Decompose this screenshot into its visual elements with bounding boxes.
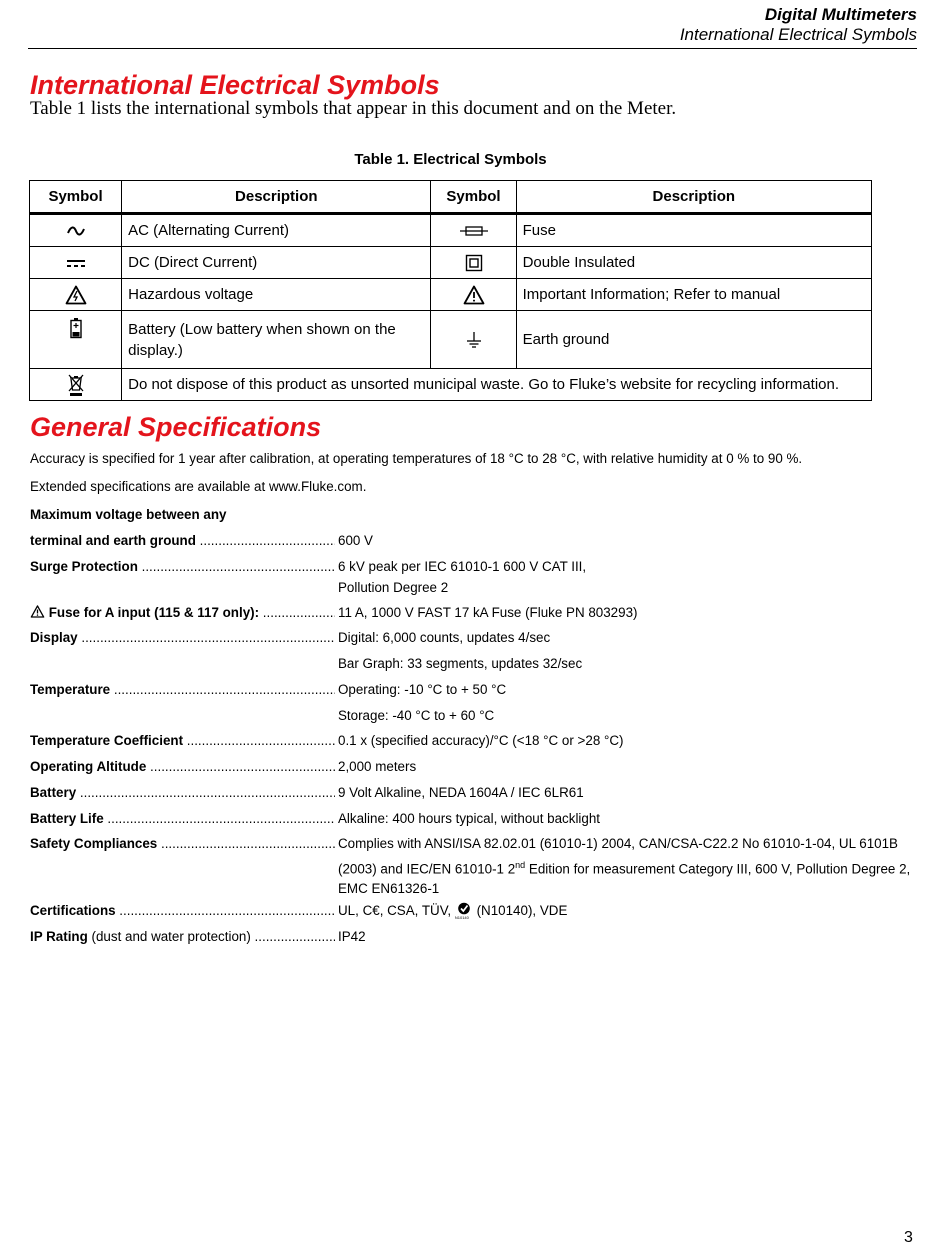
spec-label [30,531,335,552]
fuse-icon [459,224,489,238]
spec-label-text: Safety Compliances [30,836,158,851]
spec-label [30,757,335,778]
double-insulated-icon [465,254,483,272]
spec-value: IP42 [338,929,366,944]
description-cell: Hazardous voltage [122,279,431,311]
hazardous-voltage-icon [65,285,87,305]
description-cell: Important Information; Refer to manual [516,279,871,311]
accuracy-paragraph: Accuracy is specified for 1 year after calibration, at operating temperatures of 18 °C to 28 °C, with relative humidity at 0 % to 90 %. [30,451,803,466]
c-tick-icon [457,902,471,915]
spec-value-text: UL, [338,903,363,918]
description-cell: Double Insulated [516,247,871,279]
intro-paragraph: Table 1 lists the international symbols that appear in this document and on the Meter. [30,98,677,119]
weee-icon [67,373,85,397]
spec-label-text: Battery [30,785,77,800]
header-subtitle: International Electrical Symbols [679,25,917,44]
spec-value-line: Bar Graph: 33 segments, updates 32/sec [338,655,583,671]
spec-value-line: Pollution Degree 2 [338,579,449,595]
symbol-cell [30,369,122,401]
ac-icon [65,224,87,238]
spec-label-text: IP Rating [30,929,88,944]
spec-value: 600 V [338,533,373,548]
spec-label [30,783,335,804]
spec-value-text: , CSA, TÜV, [379,903,455,918]
warning-icon [30,605,45,618]
extended-specs-paragraph: Extended specifications are available at www.Fluke.com. [30,479,367,494]
spec-label [30,901,335,922]
symbol-cell [431,214,516,247]
spec-label [30,628,335,649]
spec-value: 11 A, 1000 V FAST 17 kA Fuse (Fluke PN 803293) [338,605,638,620]
spec-label [30,603,335,624]
symbol-cell [431,279,516,311]
table-header-row [30,181,872,214]
spec-label-text: Operating Altitude [30,759,147,774]
spec-value [338,628,920,674]
spec-label [30,731,335,752]
spec-label [30,680,335,701]
symbol-cell [30,247,122,279]
spec-value [338,901,920,922]
page-number: 3 [904,1229,913,1246]
spec-label-text: Surge Protection [30,559,138,574]
spec-value: 0.1 x (specified accuracy)/°C (<18 °C or >28 °C) [338,733,624,748]
symbol-cell [30,279,122,311]
spec-label-text: Display [30,630,78,645]
symbol-cell [431,311,516,369]
spec-label-text: (dust and water protection) [87,929,251,944]
spec-label-text: Battery Life [30,811,104,826]
description-cell: Battery (Low battery when shown on the display.) [122,311,431,369]
section-title-symbols: International Electrical Symbols [30,70,440,100]
c-tick-mark [455,902,473,920]
spec-label-text: Fuse for A input (115 & 117 only): [48,605,260,620]
description-cell: Fuse [516,214,871,247]
column-header: Description [516,181,871,214]
spec-label: Maximum voltage between any [30,507,227,522]
spec-value-line: Operating: -10 °C to + 50 °C [338,682,507,697]
spec-value: Alkaline: 400 hours typical, without backlight [338,811,601,826]
spec-label-text: Temperature [30,682,111,697]
table-row [30,214,872,247]
spec-value: 2,000 meters [338,759,417,774]
electrical-symbols-table [29,180,872,401]
header-title: Digital Multimeters [764,5,917,24]
spec-value [338,557,920,598]
spec-value [338,834,920,900]
spec-label [30,927,335,948]
symbol-cell [30,214,122,247]
table-row [30,279,872,311]
dc-icon [65,257,87,269]
description-cell: Earth ground [516,311,871,369]
symbol-cell [431,247,516,279]
table-row [30,247,872,279]
column-header: Description [122,181,431,214]
symbol-cell [30,311,122,369]
warning-icon [463,285,485,305]
spec-label [30,834,335,855]
spec-label-text: Temperature Coefficient [30,733,184,748]
spec-value-line: Digital: 6,000 counts, updates 4/sec [338,630,551,645]
spec-value: 9 Volt Alkaline, NEDA 1604A / IEC 6LR61 [338,785,584,800]
table-caption: Table 1. Electrical Symbols [354,151,547,168]
spec-value-text: Edition for measurement Category III, 600 V, Pollution Degree 2, EMC EN61326-1 [338,860,911,897]
earth-ground-icon [464,330,484,350]
spec-value-line: Storage: -40 °C to + 60 °C [338,707,495,723]
c-tick-text: N10140 [454,915,469,920]
description-cell: AC (Alternating Current) [122,214,431,247]
column-header: Symbol [30,181,122,214]
spec-value [338,680,920,726]
spec-label [30,809,335,830]
spec-value-text: (N10140), VDE [472,903,568,918]
section-title-specifications: General Specifications [30,412,322,442]
description-cell: Do not dispose of this product as unsorted municipal waste. Go to Fluke’s website for recycling information. [122,369,872,401]
superscript: nd [515,859,526,870]
table-row [30,311,872,369]
spec-label-text: Certifications [30,903,116,918]
column-header: Symbol [431,181,516,214]
table-row [30,369,872,401]
spec-value-line: 6 kV peak per IEC 61010-1 600 V CAT III, [338,559,587,574]
spec-label-text: terminal and earth ground [30,533,196,548]
spec-value-text: Complies with ANSI/ISA 82.02.01 (61010-1) 2004, CAN/CSA-C22.2 No 61010-1-04, UL 6101B (2003) and IEC/EN 61010-1 2 [338,836,898,876]
running-header [28,5,917,49]
description-cell: DC (Direct Current) [122,247,431,279]
battery-icon [69,317,83,339]
spec-label [30,557,335,578]
ce-mark: C€ [362,903,380,918]
